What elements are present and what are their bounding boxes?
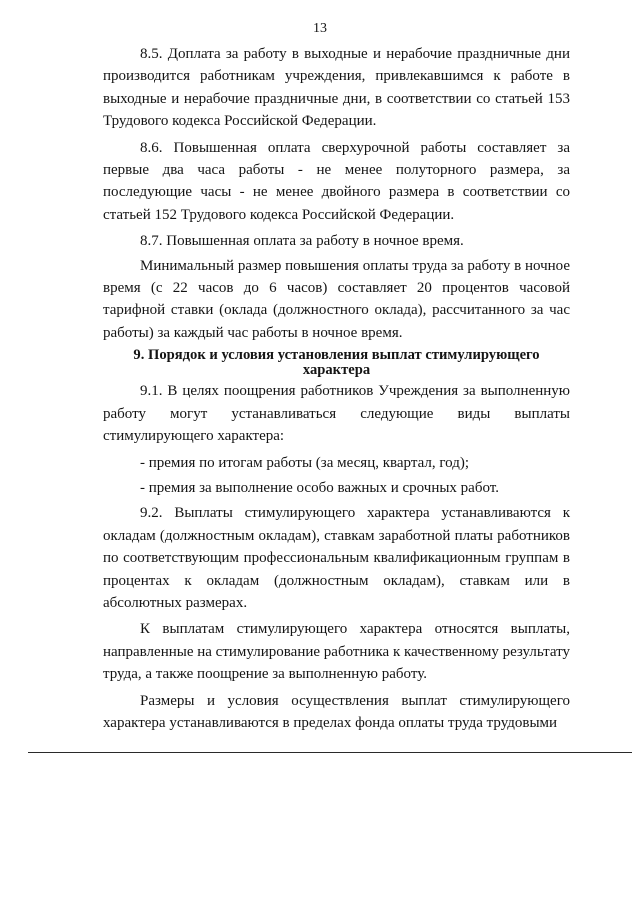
list-item: - премия за выполнение особо важных и срочных работ. [140,479,499,496]
paragraph-9-2: 9.2. Выплаты стимулирующего характера устанавливаются к окладам (должностным окладам), ставкам заработной платы работников по соответствующим профессиональным квалификационным группам в процентах к окладам (должностным окладам), ставкам или в абсолютных размерах. [103,505,570,611]
paragraph-8-7-minimum: Минимальный размер повышения оплаты труда за работу в ночное время (с 22 часов до 6 часов) составляет 20 процентов часовой тарифной ставки (оклада (должностного оклада), рассчитанного за час работы) за каждый час работы в ночное время. [103,257,570,341]
paragraph-9-2-conditions: Размеры и условия осуществления выплат стимулирующего характера устанавливаются в пределах фонда оплаты труда трудовыми [103,692,570,731]
paragraph-8-5: 8.5. Доплата за работу в выходные и нерабочие праздничные дни производится работникам учреждения, привлекавшимся к работе в выходные и нерабочие праздничные дни, в соответствии со статьей 153 Трудового кодекса Российской Федерации. [103,46,570,130]
page-divider [28,752,632,753]
section-9-heading [103,348,570,378]
section-9-heading-line-2: характера [302,362,371,379]
paragraph-9-2-stimulating: К выплатам стимулирующего характера относятся выплаты, направленные на стимулирование работника к качественному результату труда, а также поощрение за выполненную работу. [103,621,570,683]
paragraph-9-1: 9.1. В целях поощрения работников Учреждения за выполненную работу могут устанавливаться следующие виды выплаты стимулирующего характера: [103,383,570,445]
document-body [103,43,570,738]
paragraph-8-7: 8.7. Повышенная оплата за работу в ночное время. [140,233,464,250]
section-9-heading-line-1: 9. Порядок и условия установления выплат стимулирующего [133,347,540,364]
list-item: - премия по итогам работы (за месяц, квартал, год); [140,454,470,471]
page-number: 13 [313,21,327,36]
paragraph-8-6: 8.6. Повышенная оплата сверхурочной работы составляет за первые два часа работы - не менее полуторного размера, за последующие часы - не менее двойного размера в соответствии со статьей 152 Трудового кодекса Российской Федерации. [103,139,570,223]
